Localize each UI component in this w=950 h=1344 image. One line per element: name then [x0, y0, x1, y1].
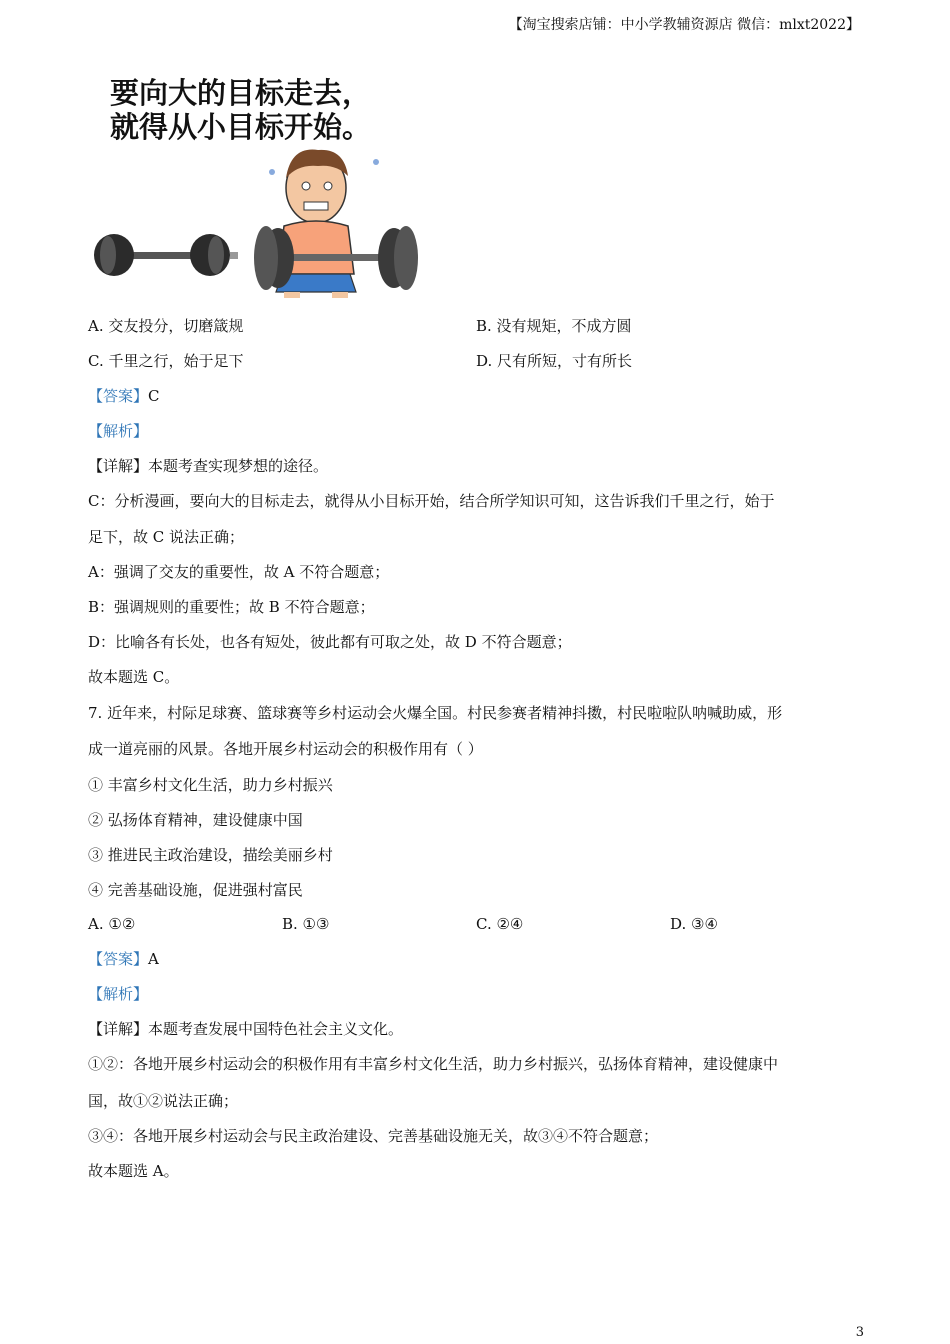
q6-option-c: C. 千里之行，始于足下	[88, 352, 244, 370]
weightlifter-drawing	[86, 142, 426, 302]
q7-stem-line2: 成一道亮丽的风景。各地开展乡村运动会的积极作用有（ ）	[88, 740, 483, 758]
q7-answer	[88, 949, 159, 969]
q7-option-b: B. ①③	[282, 915, 330, 933]
q6-option-a: A. 交友投分，切磨箴规	[88, 317, 244, 335]
q7-item-4: ④ 完善基础设施，促进强村富民	[88, 881, 303, 899]
q7-option-d: D. ③④	[670, 915, 718, 933]
cartoon-caption	[110, 76, 371, 144]
q6-explanation-line: B：强调规则的重要性；故 B 不符合题意；	[88, 598, 375, 616]
q7-item-2: ② 弘扬体育精神，建设健康中国	[88, 811, 303, 829]
cartoon-caption-line1: 要向大的目标走去，	[110, 76, 372, 110]
q6-answer	[88, 386, 160, 406]
answer-tag: 【答案】	[88, 950, 149, 968]
q7-option-c: C. ②④	[476, 915, 524, 933]
page-number: 3	[855, 1325, 864, 1340]
q7-item-1: ① 丰富乡村文化生活，助力乡村振兴	[88, 776, 333, 794]
cartoon-caption-line2: 就得从小目标开始。	[110, 110, 372, 144]
header-note: 【淘宝搜索店铺：中小学教辅资源店 微信：mlxt2022】	[508, 17, 860, 33]
q7-explanation-line: 国，故①②说法正确；	[88, 1092, 239, 1110]
q7-item-3: ③ 推进民主政治建设，描绘美丽乡村	[88, 846, 333, 864]
answer-value: A	[148, 950, 159, 968]
q7-detail: 【详解】本题考查发展中国特色社会主义文化。	[88, 1020, 404, 1038]
q7-analysis-tag: 【解析】	[88, 985, 149, 1003]
answer-tag: 【答案】	[88, 387, 149, 405]
q6-option-d: D. 尺有所短，寸有所长	[476, 352, 633, 370]
cartoon-illustration	[86, 70, 426, 302]
q7-explanation-line: 故本题选 A。	[88, 1162, 179, 1180]
q6-detail: 【详解】本题考查实现梦想的途径。	[88, 457, 329, 475]
q7-explanation-line: ①②：各地开展乡村运动会的积极作用有丰富乡村文化生活，助力乡村振兴，弘扬体育精神，建设健康中	[88, 1055, 779, 1073]
q6-option-b: B. 没有规矩，不成方圆	[476, 317, 632, 335]
q7-explanation-line: ③④：各地开展乡村运动会与民主政治建设、完善基础设施无关，故③④不符合题意；	[88, 1127, 659, 1145]
q7-option-a: A. ①②	[88, 915, 136, 933]
q6-explanation-line: 故本题选 C。	[88, 668, 180, 686]
q6-explanation-line: D：比喻各有长处，也各有短处，彼此都有可取之处，故 D 不符合题意；	[88, 633, 572, 651]
q6-explanation-line: 足下，故 C 说法正确；	[88, 528, 245, 546]
q6-explanation-line: A：强调了交友的重要性，故 A 不符合题意；	[88, 563, 390, 581]
q6-explanation-line: C：分析漫画，要向大的目标走去，就得从小目标开始，结合所学知识可知，这告诉我们千里之行，始于	[88, 492, 775, 510]
small-barbell-icon	[94, 234, 238, 276]
q7-stem-line1: 7. 近年来，村际足球赛、篮球赛等乡村运动会火爆全国。村民参赛者精神抖擞，村民啦啦队呐喊助威，形	[88, 704, 783, 722]
q6-analysis-tag: 【解析】	[88, 422, 149, 440]
answer-value: C	[148, 387, 160, 405]
